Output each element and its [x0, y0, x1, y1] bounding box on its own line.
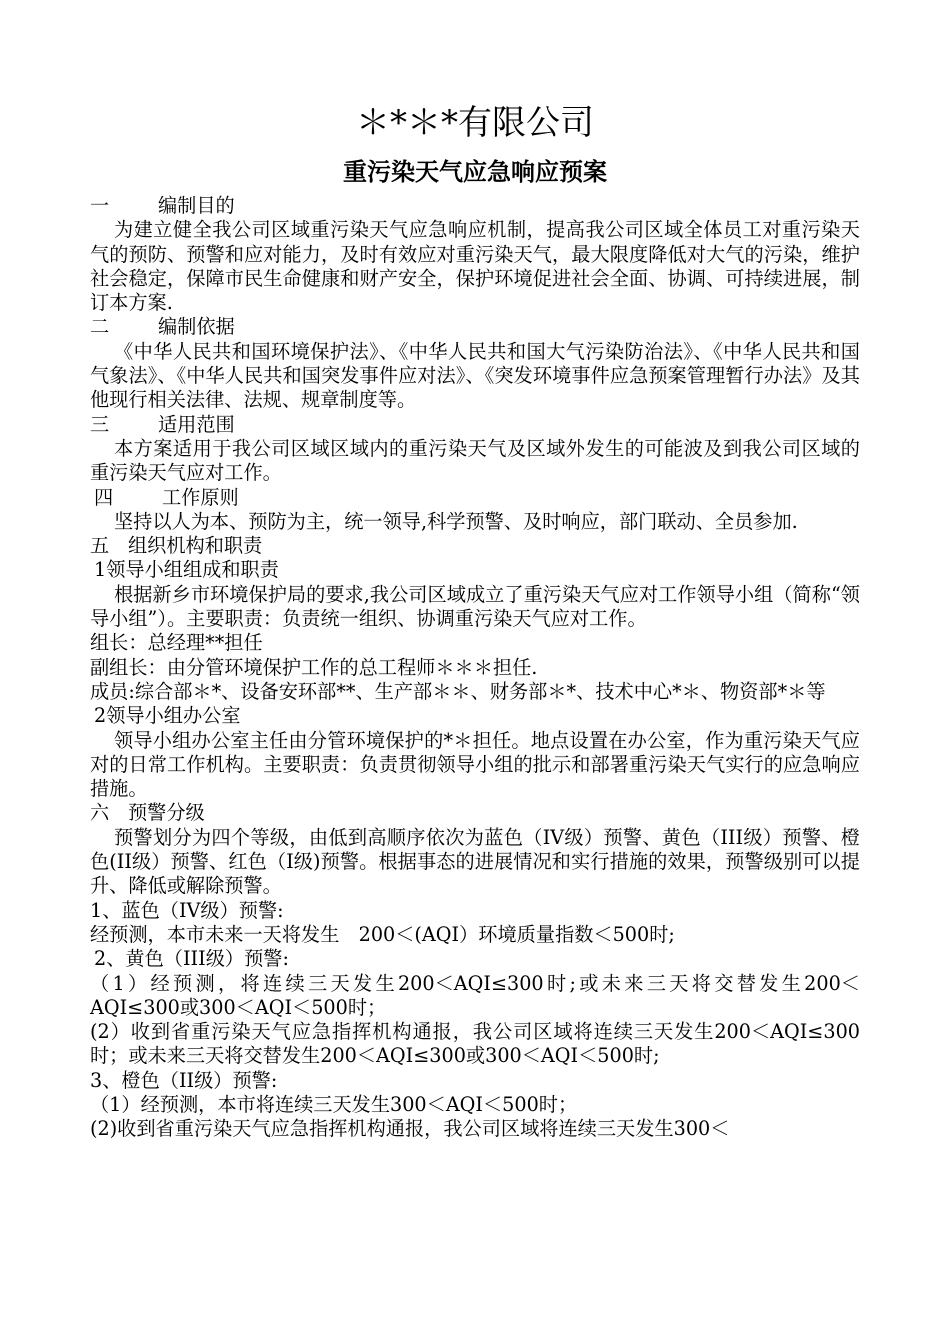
- document-page: [90, 96, 860, 1142]
- section-heading-5: 五 组织机构和职责: [90, 534, 263, 558]
- company-name: ＊*＊*有限公司: [356, 103, 594, 143]
- section-heading-2: 二 编制依据: [90, 315, 235, 339]
- paragraph: (2)收到省重污染天气应急指挥机构通报，我公司区域将连续三天发生300＜: [90, 1117, 730, 1141]
- paragraph: 根据新乡市环境保护局的要求,我公司区域成立了重污染天气应对工作领导小组（简称“领导小组”）。主要职责：负责统一组织、协调重污染天气应对工作。: [90, 582, 860, 631]
- document-title: 重污染天气应急响应预案: [343, 157, 607, 186]
- paragraph: （1）经预测，将连续三天发生200＜AQI≤300时;或未来三天将交替发生200＜AQI≤300或300＜AQI＜500时；: [90, 971, 860, 1019]
- subsection-heading: 2领导小组办公室: [94, 704, 241, 728]
- paragraph: 《中华人民共和国环境保护法》、《中华人民共和国大气污染防治法》、《中华人民共和国气象法》、《中华人民共和国突发事件应对法》、《突发环境事件应急预案管理暂行办法》及其他现行相关法律、法规、规章制度等。: [90, 339, 860, 412]
- leader-line: 组长：总经理**担任: [90, 631, 263, 655]
- section-heading-1: 一 编制目的: [90, 194, 235, 217]
- deputy-line: 副组长：由分管环境保护工作的总工程师＊＊＊担任.: [90, 655, 538, 679]
- section-heading-6: 六 预警分级: [90, 801, 205, 825]
- paragraph: 坚持以人为本、预防为主，统一领导,科学预警、及时响应，部门联动、全员参加.: [114, 509, 798, 533]
- warning-level-heading: 1、蓝色（IV级）预警:: [90, 898, 284, 922]
- paragraph: （1）经预测，本市将连续三天发生300＜AQI＜500时；: [90, 1092, 578, 1116]
- paragraph: (2）收到省重污染天气应急指挥机构通报，我公司区域将连续三天发生200＜AQI≤300时；或未来三天将交替发生200＜AQI≤300或300＜AQI＜500时;: [90, 1020, 860, 1068]
- members-line: 成员:综合部＊*、设备安环部**、生产部＊＊、财务部＊*、技术中心*＊、物资部*＊等: [90, 679, 826, 703]
- paragraph: 领导小组办公室主任由分管环境保护的*＊担任。地点设置在办公室，作为重污染天气应对的日常工作机构。主要职责：负责贯彻领导小组的批示和部署重污染天气实行的应急响应措施。: [90, 728, 860, 801]
- warning-level-heading: 2、黄色（III级）预警:: [94, 947, 289, 971]
- paragraph: 本方案适用于我公司区域区域内的重污染天气及区域外发生的可能波及到我公司区域的重污染天气应对工作。: [90, 436, 860, 485]
- paragraph: 预警划分为四个等级，由低到高顺序依次为蓝色（IV级）预警、黄色（III级）预警、橙色(II级）预警、红色（I级)预警。根据事态的进展情况和实行措施的效果，预警级别可以提升、降低或解除预警。: [90, 825, 860, 898]
- section-heading-4: 四 工作原则: [94, 485, 239, 509]
- subsection-heading: 1领导小组组成和职责: [94, 558, 279, 582]
- paragraph: 经预测，本市未来一天将发生 200＜(AQI）环境质量指数＜500时;: [90, 922, 675, 946]
- warning-level-heading: 3、橙色（II级）预警:: [90, 1068, 278, 1092]
- paragraph: 为建立健全我公司区域重污染天气应急响应机制，提高我公司区域全体员工对重污染天气的预防、预警和应对能力，及时有效应对重污染天气，最大限度降低对大气的污染，维护社会稳定，保障市民生命健康和财产安全，保护环境促进社会全面、协调、可持续进展，制订本方案.: [90, 218, 860, 315]
- section-heading-3: 三 适用范围: [90, 412, 235, 436]
